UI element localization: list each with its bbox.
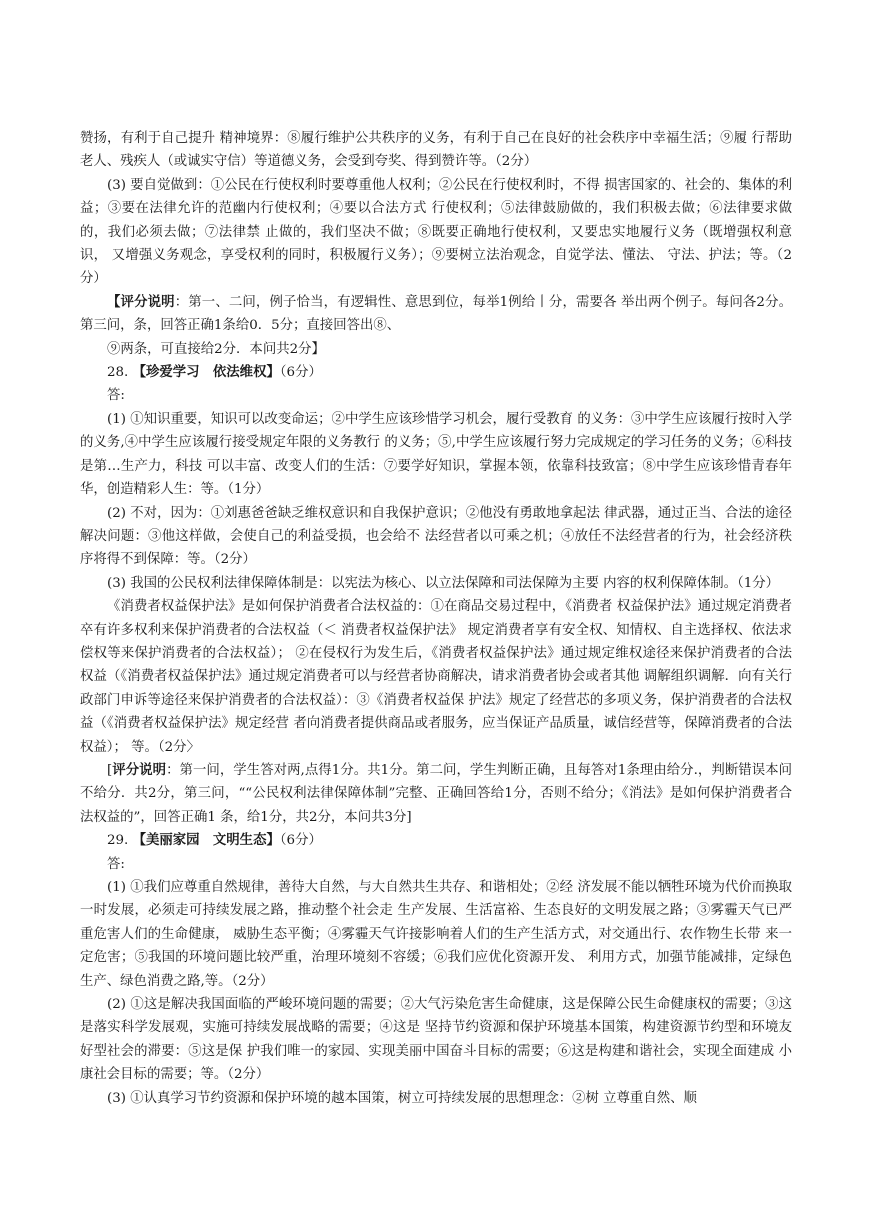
paragraph-q29-part3: (3) ①认真学习节约资源和保护环境的越本国策，树立可持续发展的思想理念：②树 立尊重自然、顺 <box>107 1090 697 1106</box>
scoring-note-label: 评分说明 <box>112 761 167 778</box>
paragraph-q28-part1: (1) ①知识重要，知识可以改变命运；②中学生应该珍惜学习机会，履行受教育 的义务：③中学生应该履行按时入学的义务,④中学生应该履行接受规定年限的义务教行 的义务；⑤,中学生应该履行努力完成规定的学习任务的义务；⑥科技是第…生产力，科技 可以丰富、改变人们的生活：⑦要学好知识，掌握本领，依靠科技致富；⑧中学生应该珍惜青春年华，创造精彩人生：等。（1分） <box>80 411 792 498</box>
scoring-note-bracket: [ <box>107 762 113 778</box>
scoring-note-27-cont: ⑨两条，可直接给2分．本问共2分】 <box>107 341 325 357</box>
paragraph-q29-part1: (1) ①我们应尊重自然规律，善待大自然，与大自然共生共存、和谐相处；②经 济发展不能以牺牲环境为代价而换取一时发展，必须走可持续发展之路，推动整个社会走 生产发展、生活富裕、生态良好的文明发展之路；③雾霾天气已严重危害人们的生命健康， 威胁生态平衡；④雾霾天气许接影响着人们的生产生活方式，对交通出行、农作物生长带 来一定危害；⑤我国的环境问题比较严重，治理环境刻不容缓；⑥我们应优化资源开发、 利用方式，加强节能减排，定绿色生产、绿色消费之路,等。（2分） <box>80 880 792 989</box>
question-score: （6分） <box>279 365 322 381</box>
paragraph-q28-part3: (3) 我国的公民权利法律保障体制是：以宪法为核心、以立法保障和司法保障为主要 内容的权利保障体制。（1分） <box>107 575 780 591</box>
paragraph-q27-part3: (3) 要自觉做到：①公民在行使权利时要尊重他人权利；②公民在行使权利时，不得 损害国家的、社会的、集体的利益；③要在法律允许的范幽内行使权利；④要以合法方式 行使权利；⑤法律鼓励做的，我们积极去做；⑥法律要求做的，我们必须去做；⑦法律禁 止做的，我们坚决不做；⑧既要正确地行使权利，又要忠实地履行义务（既增强权利意识， 又增强义务观念，享受权利的同时，积极履行义务）；⑨要树立法治观念，自觉学法、懂法、 守法、护法；等。（2分） <box>80 177 792 287</box>
scoring-note-label: 【评分说明 <box>107 293 175 310</box>
document-page <box>80 127 792 1110</box>
scoring-note-28 <box>80 759 792 829</box>
paragraph-continuation: 赞扬，有利于自己提升 精神境界：⑧履行维护公共秩序的义务，有利于自己在良好的社会秩序中幸福生活；⑨履 行帮助老人、残疾人（或诚实守信）等道德义务，会受到夸奖、得到赞许等。（2分） <box>80 131 792 170</box>
scoring-note-text: ：第一、二问，例子恰当，有逻辑性、意思到位，每举1例给丨分，需要各 举出两个例子。每问各2分。第三问，条，回答正确1条给0．5分；直接回答出⑧、 <box>80 294 793 334</box>
paragraph-q28-part2: (2) 不对，因为：①刘惠爸爸缺乏维权意识和自我保护意识；②他没有勇敢地拿起法 律武器，通过正当、合法的途径解决问题：③他这样做，会使自己的利益受损，也会给不 法经营者以可乘之机；④放任不法经营者的行为，社会经济秩序将得不到保障：等。（2分） <box>80 505 792 568</box>
question-number: 29. <box>107 833 129 849</box>
question-number: 28. <box>107 365 129 381</box>
question-score: （6分） <box>279 833 322 849</box>
answer-label-28: 答: <box>107 388 125 404</box>
paragraph-consumer-law: 《消费者权益保护法》是如何保护消费者合法权益的：①在商品交易过程中，《消费者 权益保护法》通过规定消费者卒有许多权利来保护消费者的合法权益（＜ 消费者权益保护法》 规定消费者享有安全权、知情权、自主选择权、依法求偿权等来保护消费者的合法权益）； ②在侵权行为发生后，《消费者权益保护法》通过规定维权途径来保护消费者的合法权益（《消费者权益保护法》通过规定消费者可以与经营者协商解决，请求消费者协会或者其他 调解组织调解．向有关行政部门申诉等途径来保护消费者的合法权益）：③《消费者权益保 护法》规定了经营芯的多项义务，保护消费者的合法权益（《消费者权益保护法》规定经营 者向消费者提供商品或者服务，应当保证产品质量，诚信经营等，保障消费者的合法权益）； 等。（2分〉 <box>80 599 792 755</box>
scoring-note-text: ：第一问，学生答对两,点得1分。共1分。第二问，学生判断正确，且每答对1条理由给分.，判断错误本问不给分．共2分，第三问，““公民权利法律保障体制”完整、正确回答给1分，否则不给分；《消法》是如何保护消费者合法权益的”，回答正确1 条，给1分，共2分，本问共3分] <box>80 762 792 825</box>
question-title: 【珍爱学习 依法维权】 <box>132 364 280 381</box>
answer-label-29: 答: <box>107 856 125 872</box>
scoring-note-27 <box>80 291 792 338</box>
question-heading-29 <box>80 829 792 852</box>
paragraph-q29-part2: (2) ①这是解决我国面临的严峻环境问题的需要；②大气污染危害生命健康，这是保障公民生命健康权的需要；③这是落实科学发展观，实施可持续发展战略的需要；④这是 坚持节约资源和保护环境基本国策，构建资源节约型和环境友好型社会的滞要：⑤这是保 护我们唯一的家园、实现美丽中国奋斗目标的需要；⑥这是构建和谐社会，实现全面建成 小康社会目标的需要；等。（2分） <box>80 997 792 1083</box>
question-heading-28 <box>80 361 792 384</box>
question-title: 【美丽家园 文明生态】 <box>132 832 280 849</box>
